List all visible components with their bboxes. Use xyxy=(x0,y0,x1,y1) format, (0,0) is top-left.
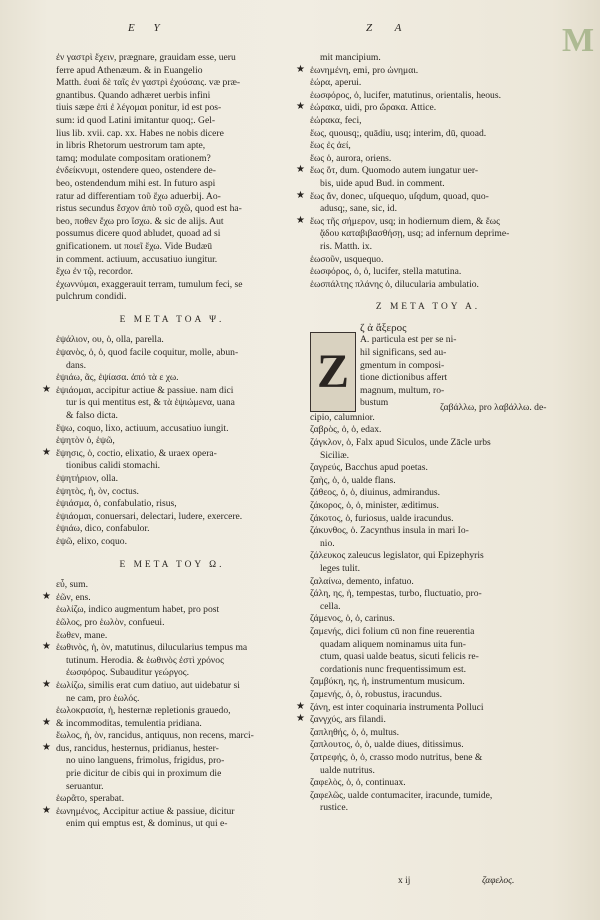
entry-line xyxy=(310,279,546,292)
entry-text: beo, ποθεν ἔχω pro ἴσχω. & sic de alijs. Aut xyxy=(56,215,224,227)
entry-line xyxy=(42,741,288,756)
entry-text: ἕως ἐς ἀεί, xyxy=(310,140,351,152)
star-marker-icon: ★ xyxy=(296,164,305,176)
entry-line xyxy=(360,334,546,347)
entry-text: tamq; modulate compositam orationem? xyxy=(56,152,211,164)
entry-line xyxy=(56,254,288,267)
entry-text: ferre apud Athenæum. & in Euangelio xyxy=(56,64,203,76)
star-marker-icon: ★ xyxy=(296,63,305,75)
entry-line xyxy=(360,372,546,385)
entry-text: ἑωσφόρος, ὁ, ὁ, lucifer, stella matutina. xyxy=(310,266,462,278)
entry-line xyxy=(56,334,288,347)
entry-text: dus, rancidus, hesternus, pridianus, hester- xyxy=(56,742,219,754)
entry-text: ζαπλουτος, ὁ, ὁ, ualde diues, ditissimus. xyxy=(310,739,464,751)
entry-line xyxy=(310,639,546,652)
section-heading: E META TOA Ψ. xyxy=(119,314,225,325)
entry-line xyxy=(310,153,546,166)
entry-line xyxy=(56,178,288,191)
entry-text: ἐῶν, ens. xyxy=(56,591,91,603)
star-marker-icon: ★ xyxy=(296,101,305,113)
entry-line xyxy=(310,576,546,589)
entry-text: ζάκυνθος, ὁ. Zacynthus insula in mari Io- xyxy=(310,525,469,537)
entry-line xyxy=(310,254,546,267)
entry-line xyxy=(310,613,546,626)
entry-text: ne cam, pro ἑωλός. xyxy=(66,692,140,704)
entry-text: ζαπληθής, ὁ, ὁ, multus. xyxy=(310,726,399,738)
entry-text: ζαλαίνω, demento, infatuo. xyxy=(310,575,414,587)
entry-line xyxy=(56,486,288,499)
entry-line xyxy=(310,802,546,815)
section-heading: Z META TOY A. xyxy=(375,302,481,313)
entry-text: ἑψιάω, ᾶς, ἐψίασα. ἀπό τὰ ε χω. xyxy=(56,372,179,384)
entry-text: ἑψητὸς, ἡ, ὸν, coctus. xyxy=(56,485,139,497)
entry-line xyxy=(360,360,546,373)
entry-text: ἐνδείκνυμι, ostendere queo, ostendere de- xyxy=(56,165,216,177)
entry-text: ἕωλος, ἡ, ὸν, rancidus, antiquus, non recens, marci- xyxy=(56,730,254,742)
entry-text: adusq;, sane, sic, id. xyxy=(320,203,398,215)
entry-text: tionibus calidi stomachi. xyxy=(66,460,161,472)
entry-text: ζαμενής, ὁ, ὁ, robustus, iracundus. xyxy=(310,688,442,700)
star-marker-icon: ★ xyxy=(296,189,305,201)
entry-text: rustice. xyxy=(320,802,348,814)
entry-line xyxy=(360,347,546,360)
entry-line xyxy=(310,689,546,702)
entry-text: seruantur. xyxy=(66,780,104,792)
star-marker-icon: ★ xyxy=(296,700,305,712)
entry-line xyxy=(56,818,288,831)
entry-text: mit mancipium. xyxy=(320,52,381,63)
entry-text: ζατρεφής, ὁ, ὁ, crasso modo nutritus, bene & xyxy=(310,751,483,763)
entry-text: ἑψιάομαι, conuersari, delectari, ludere, exercere. xyxy=(56,510,243,522)
entry-line xyxy=(56,579,288,592)
entry-line xyxy=(56,705,288,718)
entry-line xyxy=(310,128,546,141)
entry-line xyxy=(56,630,288,643)
star-marker-icon: ★ xyxy=(42,716,51,728)
entry-line xyxy=(42,641,288,655)
entry-line xyxy=(310,424,546,437)
entry-line xyxy=(56,128,288,141)
entry-line xyxy=(56,730,288,743)
entry-text: ζάλευκος zaleucus legislator, qui Epizephyris xyxy=(310,550,484,562)
entry-text: ἐν γαστρὶ ἔχειν, prægnare, grauidam esse, ueru xyxy=(56,52,236,63)
entry-text: & falso dicta. xyxy=(66,410,118,422)
left-running-head: E Y xyxy=(128,22,168,34)
entry-text: ζαγρεύς, Bacchus apud poetas. xyxy=(310,462,428,474)
entry-text: possumus dicere quod abludet, quoad ad si xyxy=(56,228,221,240)
entry-line xyxy=(56,523,288,536)
entry-line xyxy=(56,410,288,423)
entry-text: ἑωνημένος, Accipitur actiue & passiue, dicitur xyxy=(56,805,235,817)
right-column xyxy=(296,52,547,815)
entry-line xyxy=(310,462,546,475)
entry-line xyxy=(296,164,546,178)
entry-text: ἑώρακα, feci, xyxy=(310,114,362,126)
entry-line xyxy=(56,397,288,410)
entry-line xyxy=(56,460,288,473)
entry-line xyxy=(310,487,546,500)
entry-line xyxy=(360,322,546,335)
entry-line xyxy=(56,536,288,549)
entry-text: ratur ad differentiam τοῦ ἔχω aduerbij. Ao- xyxy=(56,190,221,202)
entry-line xyxy=(56,781,288,794)
entry-text: ἑωθινὸς, ἡ, ὸν, matutinus, dilucularius tempus ma xyxy=(56,642,248,654)
decorated-initial: Z xyxy=(310,332,356,412)
entry-line xyxy=(56,423,288,436)
entry-text: ζαφελῶς, ualde contumaciter, iracunde, tumide, xyxy=(310,789,493,801)
entry-line xyxy=(310,790,546,803)
entry-line xyxy=(310,475,546,488)
entry-text: ἑωλοκρασία, ἡ, hesternæ repletionis grauedo, xyxy=(56,705,231,717)
entry-line xyxy=(310,525,546,538)
entry-text: ἑψιάω, dico, confabulor. xyxy=(56,523,150,535)
entry-line xyxy=(310,651,546,664)
entry-line xyxy=(42,383,288,398)
entry-text: magnum, multum, ro- xyxy=(360,384,445,396)
entry-line xyxy=(310,676,546,689)
entry-line xyxy=(56,693,288,706)
entry-text: sum: id quod Latini imitantur quoq;. Gel- xyxy=(56,114,216,126)
entry-text: in comment. actiuum, accusatiuo iungitur. xyxy=(56,253,218,265)
entry-line xyxy=(310,140,546,153)
entry-line xyxy=(310,266,546,279)
entry-text: cipio, calumnior. xyxy=(310,411,375,423)
decorated-initial-block xyxy=(310,322,546,412)
entry-line xyxy=(56,511,288,524)
entry-text: Matth. ἐυαὶ δὲ ταῖς ἐν γαστρὶ ἐχούσαις. væ præ- xyxy=(56,77,241,89)
entry-text: ἑώρακα, uidi, pro ὤρακα. Attice. xyxy=(310,102,437,114)
entry-text: ζαὴς, ὁ, ὁ, ualde flans. xyxy=(310,474,396,486)
star-marker-icon: ★ xyxy=(42,590,51,602)
entry-line xyxy=(56,667,288,680)
entry-line xyxy=(42,446,288,461)
entry-text: ἑωρᾶτο, sperabat. xyxy=(56,793,124,805)
entry-line xyxy=(56,52,288,65)
entry-text: tutinum. Herodia. & ἑωθινὸς ἐστὶ χρόνος xyxy=(66,654,224,666)
entry-text: ἑῶλος, pro ἑωλὸν, confueui. xyxy=(56,616,165,628)
entry-line xyxy=(310,203,546,216)
library-stamp: M xyxy=(562,22,595,59)
entry-text: pulchrum condidi. xyxy=(56,291,127,303)
entry-text: enim qui emptus est, & dominus, ut qui e- xyxy=(66,818,228,830)
entry-text: Siciliæ. xyxy=(320,449,350,461)
entry-line xyxy=(42,678,288,693)
entry-line xyxy=(310,752,546,765)
entry-text: ualde nutritus. xyxy=(320,764,375,776)
entry-line xyxy=(56,755,288,768)
entry-line xyxy=(56,655,288,668)
entry-line xyxy=(56,241,288,254)
entry-text: ᾅδου καταβιβασθήσῃ, usq; ad infernum deprime- xyxy=(320,228,510,240)
entry-text: ἑψητὸν ὁ, ἑψῶ, xyxy=(56,435,115,447)
entry-text: ζανγχύς, ars filandi. xyxy=(310,714,386,726)
entry-text: ἕως ἄν, donec, uſquequo, uſqdum, quoad, quo- xyxy=(310,190,489,202)
entry-text: gnantibus. Quando adhæret uerbis infini xyxy=(56,89,211,101)
entry-text: ἑωσοῦν, usquequo. xyxy=(310,253,384,265)
entry-text: cella. xyxy=(320,600,341,612)
entry-text: ἑψῶ, elixo, coquo. xyxy=(56,535,127,547)
entry-text: quadam aliquem nominamus uita fun- xyxy=(320,638,467,650)
entry-line xyxy=(310,241,546,254)
entry-line xyxy=(296,101,546,115)
entry-line xyxy=(56,768,288,781)
entry-line xyxy=(56,216,288,229)
entry-line xyxy=(310,115,546,128)
entry-text: ἑψάλιον, ου, ὁ, olla, parella. xyxy=(56,334,164,346)
entry-line xyxy=(56,102,288,115)
entry-line xyxy=(296,713,546,727)
entry-line xyxy=(310,412,546,425)
entry-line xyxy=(42,590,288,605)
entry-line xyxy=(310,727,546,740)
entry-line xyxy=(310,765,546,778)
entry-line xyxy=(56,372,288,385)
entry-line xyxy=(360,385,546,398)
initial-entry xyxy=(360,322,546,410)
entry-text: εὖ, sum. xyxy=(56,579,88,591)
left-entries-3 xyxy=(42,579,288,831)
entry-text: ἕως, quousq;, quādiu, usq; interim, dū, quoad. xyxy=(310,127,487,139)
entry-text: tione dictionibus affert xyxy=(360,372,448,384)
entry-text: ἐωσφόρος. Subauditur γεώργος. xyxy=(66,667,189,679)
entry-text: ἑώρα, aperui. xyxy=(310,77,362,89)
entry-text: ζαφελὸς, ὁ, ὁ, continuax. xyxy=(310,777,406,789)
right-entries-2 xyxy=(296,411,546,815)
star-marker-icon: ★ xyxy=(42,383,51,395)
entry-line xyxy=(310,550,546,563)
entry-text: ζάλη, ης, ἡ, tempestas, turbo, fluctuatio, pro- xyxy=(310,588,482,600)
entry-line xyxy=(56,228,288,241)
entry-line xyxy=(56,90,288,103)
entry-text: ἑψιάσμα, ὁ, confabulatio, risus, xyxy=(56,498,177,510)
entry-text: ζάθεος, ὁ, ὁ, diuinus, admirandus. xyxy=(310,487,441,499)
entry-text: lius lib. xvii. cap. xx. Habes ne nobis dicere xyxy=(56,127,224,139)
entry-text: dans. xyxy=(66,359,86,371)
entry-text: ris. Matth. ix. xyxy=(320,240,372,252)
entry-text: ἕψησις, ὁ, coctio, elixatio, & uraex opera- xyxy=(56,447,217,459)
star-marker-icon: ★ xyxy=(296,713,305,725)
entry-line xyxy=(296,63,546,78)
right-running-head: Z A xyxy=(366,22,412,34)
entry-line xyxy=(56,617,288,630)
entry-line xyxy=(310,538,546,551)
entry-text: beo, ostendendum mihi est. In futuro aspi xyxy=(56,177,216,189)
entry-line xyxy=(296,189,546,204)
entry-line xyxy=(56,604,288,617)
entry-text: hil significans, sed au- xyxy=(360,347,447,359)
entry-line xyxy=(310,450,546,463)
entry-text: ἑωσπάλτης πλάνης ὁ, diluculariа ambulatio. xyxy=(310,278,479,290)
entry-text: nio. xyxy=(320,537,335,549)
entry-text: ἑωλίζω, indico augmentum habet, pro post xyxy=(56,604,220,616)
entry-text: ζάκοτος, ὁ, furiosus, ualde iracundus. xyxy=(310,512,454,524)
entry-line xyxy=(56,793,288,806)
left-entries-1 xyxy=(56,52,288,304)
entry-line xyxy=(310,513,546,526)
entry-line xyxy=(310,739,546,752)
entry-text: ἑωνημένη, emi, pro ὠνημαι. xyxy=(310,64,419,76)
entry-text: no uino languens, frimolus, frigidus, pro- xyxy=(66,755,225,767)
entry-line xyxy=(310,777,546,790)
entry-line xyxy=(56,153,288,166)
star-marker-icon: ★ xyxy=(42,804,51,816)
entry-line xyxy=(56,347,288,360)
entry-text: ζάμενος, ὁ, ὁ, carinus. xyxy=(310,613,395,625)
entry-line xyxy=(56,473,288,486)
entry-text: ἑψητήριον, olla. xyxy=(56,473,119,484)
entry-text: ζαβρὸς, ὁ, ὁ, edax. xyxy=(310,424,382,436)
entry-line xyxy=(56,65,288,78)
entry-text: ἑψιάομαι, accipitur actiue & passiue. nam dici xyxy=(56,384,234,396)
entry-line xyxy=(310,228,546,241)
entry-text: ἕως ὅτ, dum. Quomodo autem iungatur uer- xyxy=(310,165,479,177)
entry-text: ζάγκλον, ὁ, Falx apud Siculos, unde Zācle urbs xyxy=(310,437,491,449)
entry-text: gnificationem. ut ποιεῖ ἔχω. Vide Budæū xyxy=(56,240,213,252)
entry-text: ἑωσφόρος, ὁ, lucifer, matutinus, orientalis, heous. xyxy=(310,89,501,101)
entry-text: ἕως τῆς σήμερον, usq; in hodiernum diem, & ἕως xyxy=(310,215,500,227)
entry-text: ζάκορος, ὁ, ὁ, minister, æditimus. xyxy=(310,500,439,512)
entry-line xyxy=(56,77,288,90)
entry-line xyxy=(56,115,288,128)
entry-line xyxy=(56,203,288,216)
entry-text: ζαμβύκη, ης, ἡ, instrumentum musicum. xyxy=(310,676,465,688)
entry-line xyxy=(296,700,546,715)
entry-line xyxy=(56,360,288,373)
entry-line xyxy=(310,500,546,513)
star-marker-icon: ★ xyxy=(42,741,51,753)
entry-line xyxy=(310,90,546,103)
entry-text: gmentum in composi- xyxy=(360,359,445,371)
entry-line xyxy=(56,498,288,511)
entry-line xyxy=(56,165,288,178)
entry-line xyxy=(310,601,546,614)
entry-text: ἕψω, coquo, lixo, actiuum, accusatiuo iungit. xyxy=(56,422,229,434)
entry-text: prie dicitur de cibis qui in proximum die xyxy=(66,768,222,780)
entry-text: ζάνη, est inter coquinaria instrumenta Polluci xyxy=(310,701,484,713)
entry-line xyxy=(310,437,546,450)
entry-text: ἑωλίζω, similis erat cum datiuo, aut uidebatur si xyxy=(56,679,240,691)
entry-text: ristus secundus ἔσχον ἀπὸ τοῦ σχῶ, quod est ha- xyxy=(56,203,242,215)
entry-text: ἔχω ἐν τῷ, recordor. xyxy=(56,266,133,278)
entry-line xyxy=(56,266,288,279)
entry-line xyxy=(310,563,546,576)
left-entries-2 xyxy=(42,334,288,548)
entry-text: & incommoditas, temulentia pridiana. xyxy=(56,717,202,729)
entry-line xyxy=(310,588,546,601)
star-marker-icon: ★ xyxy=(42,641,51,653)
entry-line xyxy=(310,178,546,191)
star-marker-icon: ★ xyxy=(296,214,305,226)
star-marker-icon: ★ xyxy=(42,446,51,458)
entry-line xyxy=(310,664,546,677)
entry-line xyxy=(310,77,546,90)
entry-text: leges tulit. xyxy=(320,563,360,574)
entry-line xyxy=(42,804,288,819)
entry-text: A. particula est per se ni- xyxy=(360,334,457,346)
entry-line xyxy=(310,52,546,65)
entry-line xyxy=(42,716,288,731)
entry-line xyxy=(296,214,546,229)
entry-text: cordationis nunc frequentissimum est. xyxy=(320,663,467,675)
entry-line: ζαβάλλω, pro λαβάλλω. de- xyxy=(440,401,547,413)
entry-text: ctum, quasi ualde beatus, sicuti felicis re- xyxy=(320,651,479,663)
entry-text: ἕωθεν, mane. xyxy=(56,629,108,641)
entry-line xyxy=(310,626,546,639)
entry-text: tur is qui mentitus est, & τὰ ἑψιώμενα, uana xyxy=(66,397,235,409)
star-marker-icon: ★ xyxy=(42,678,51,690)
entry-text: ἕως ὁ, aurora, oriens. xyxy=(310,152,392,164)
entry-text: bustum xyxy=(360,397,389,409)
entry-text: in libris Rhetorum uestrorum tam apte, xyxy=(56,140,206,152)
entry-line xyxy=(56,140,288,153)
entry-line xyxy=(56,435,288,448)
entry-text: tiuis sæpe ἐπὶ ἐ λέγομαι ponitur, id est pos- xyxy=(56,102,222,114)
entry-line xyxy=(56,291,288,304)
right-entries-1 xyxy=(296,52,546,291)
entry-text: ζαμενής, dici folium cū non fine reuerentia xyxy=(310,625,475,637)
entry-text: bis, uide apud Bud. in comment. xyxy=(320,177,445,189)
entry-text: ζ ἀ ἄξερος xyxy=(360,321,407,334)
left-column xyxy=(42,52,288,831)
entry-text: ἑψανὸς, ὁ, ὁ, quod facile coquitur, molle, abun- xyxy=(56,347,239,359)
entry-text: ἐχωννύμαι, exaggerauit terram, tumulum feci, se xyxy=(56,278,243,290)
signature-mark: x ij xyxy=(398,876,411,886)
catchword: ζαφελος. xyxy=(482,876,515,886)
entry-line xyxy=(56,279,288,292)
section-heading: E META TOY Ω. xyxy=(119,559,225,570)
entry-line xyxy=(56,191,288,204)
